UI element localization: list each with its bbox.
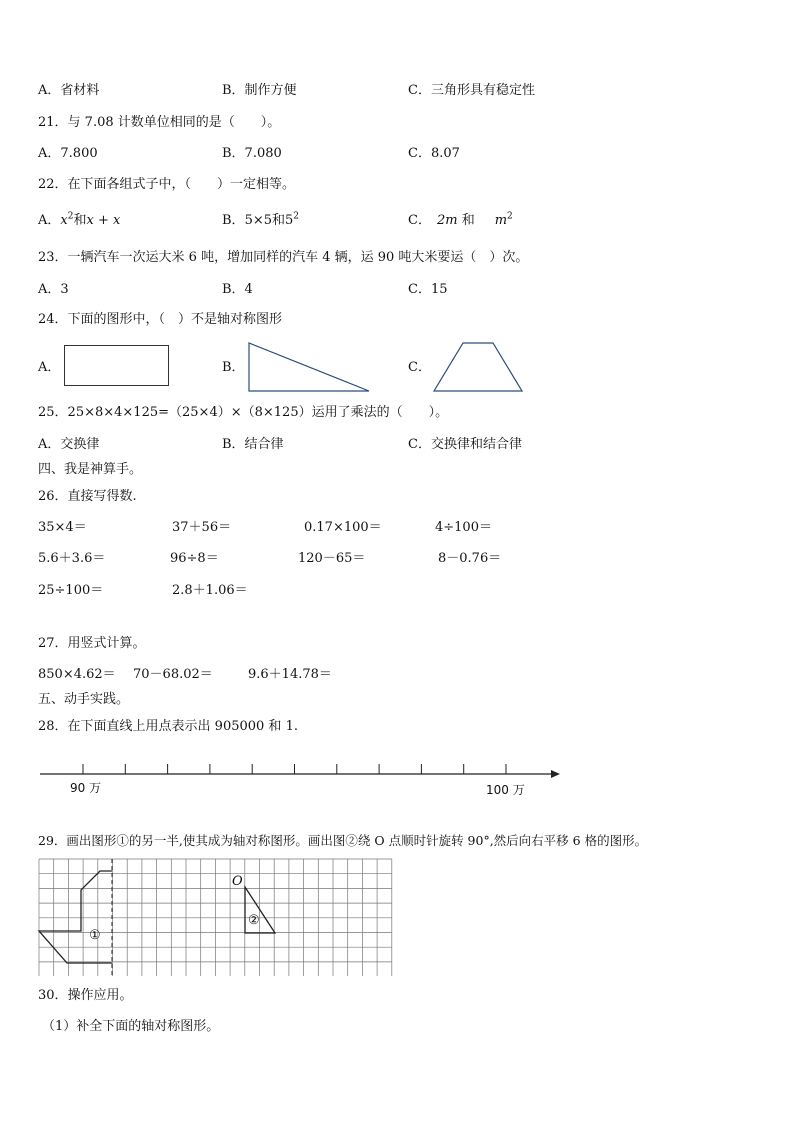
- q26-item: 2.8＋1.06＝: [172, 583, 248, 598]
- q21-option-c: C．8.07: [408, 146, 460, 161]
- section-5-heading: 五、动手实践。: [38, 692, 130, 707]
- shape-2-label: ②: [248, 913, 260, 928]
- q24-option-c: C．: [408, 360, 431, 375]
- q22-stem: 22．在下面各组式子中，（ ）一定相等。: [38, 177, 296, 192]
- shape-1-label: ①: [89, 928, 101, 943]
- q24-option-a: A．: [38, 360, 61, 375]
- q27-stem: 27．用竖式计算。: [38, 636, 146, 651]
- trapezoid-shape: [433, 342, 523, 392]
- number-line-left-label: 90 万: [70, 781, 102, 795]
- q26-item: 8－0.76＝: [438, 551, 502, 566]
- q25-option-a: A．交换律: [38, 437, 100, 452]
- q22-option-b: B．5×5和$5^2$: [222, 211, 300, 228]
- number-line-right-label: 100 万: [486, 783, 525, 797]
- q27-item: 70－68.02＝: [133, 667, 213, 682]
- right-triangle-shape: [248, 342, 370, 392]
- shape-1-half: [39, 871, 112, 963]
- point-o-label: O: [232, 874, 243, 889]
- q30-sub1: （1）补全下面的轴对称图形。: [42, 1019, 220, 1034]
- q30-stem: 30．操作应用。: [38, 988, 133, 1003]
- q26-item: 25÷100＝: [38, 583, 104, 598]
- q20-option-c: C．三角形具有稳定性: [408, 83, 535, 98]
- q26-item: 120－65＝: [298, 551, 366, 566]
- q27-item: 850×4.62＝: [38, 667, 116, 682]
- q24-option-b: B．: [222, 360, 245, 375]
- q25-option-b: B．结合律: [222, 437, 284, 452]
- q22-option-c: C． 2m 和 $m^2$: [408, 211, 513, 228]
- q26-item: 37＋56＝: [172, 520, 232, 535]
- q23-stem: 23．一辆汽车一次运大米 6 吨，增加同样的汽车 4 辆，运 90 吨大米要运（ ）次。: [38, 250, 529, 265]
- rectangle-shape: [64, 345, 170, 387]
- number-line: [40, 760, 562, 782]
- q28-stem: 28．在下面直线上用点表示出 905000 和 1.: [38, 719, 298, 734]
- q20-option-a: A．省材料: [38, 83, 100, 98]
- q21-option-a: A．7.800: [38, 146, 98, 161]
- q21-option-b: B．7.080: [222, 146, 282, 161]
- q23-option-c: C．15: [408, 282, 448, 297]
- q26-item: 4÷100＝: [435, 520, 492, 535]
- q27-item: 9.6＋14.78＝: [248, 667, 332, 682]
- q26-item: 35×4＝: [38, 520, 87, 535]
- q22-option-a: A．$x^2$和x + x: [38, 211, 121, 228]
- square-grid: [39, 859, 394, 977]
- q26-item: 0.17×100＝: [304, 520, 382, 535]
- q25-stem: 25．25×8×4×125=（25×4）×（8×125）运用了乘法的（ ）。: [38, 405, 449, 420]
- q24-stem: 24．下面的图形中，（ ）不是轴对称图形: [38, 312, 283, 327]
- q26-item: 96÷8＝: [170, 551, 219, 566]
- number-line-ticks: [83, 764, 506, 774]
- grid-lines: [39, 859, 392, 976]
- q26-item: 5.6＋3.6＝: [38, 551, 106, 566]
- q23-option-b: B．4: [222, 282, 253, 297]
- q29-stem: 29．画出图形①的另一半,使其成为轴对称图形。画出图②绕 O 点顺时针旋转 90°,然后向右平移 6 格的图形。: [38, 833, 648, 848]
- q23-option-a: A．3: [38, 282, 69, 297]
- q21-stem: 21．与 7.08 计数单位相同的是（ ）。: [38, 115, 281, 130]
- q26-stem: 26．直接写得数.: [38, 489, 137, 504]
- q25-option-c: C．交换律和结合律: [408, 437, 522, 452]
- q20-option-b: B．制作方便: [222, 83, 297, 98]
- section-4-heading: 四、我是神算手。: [38, 462, 143, 477]
